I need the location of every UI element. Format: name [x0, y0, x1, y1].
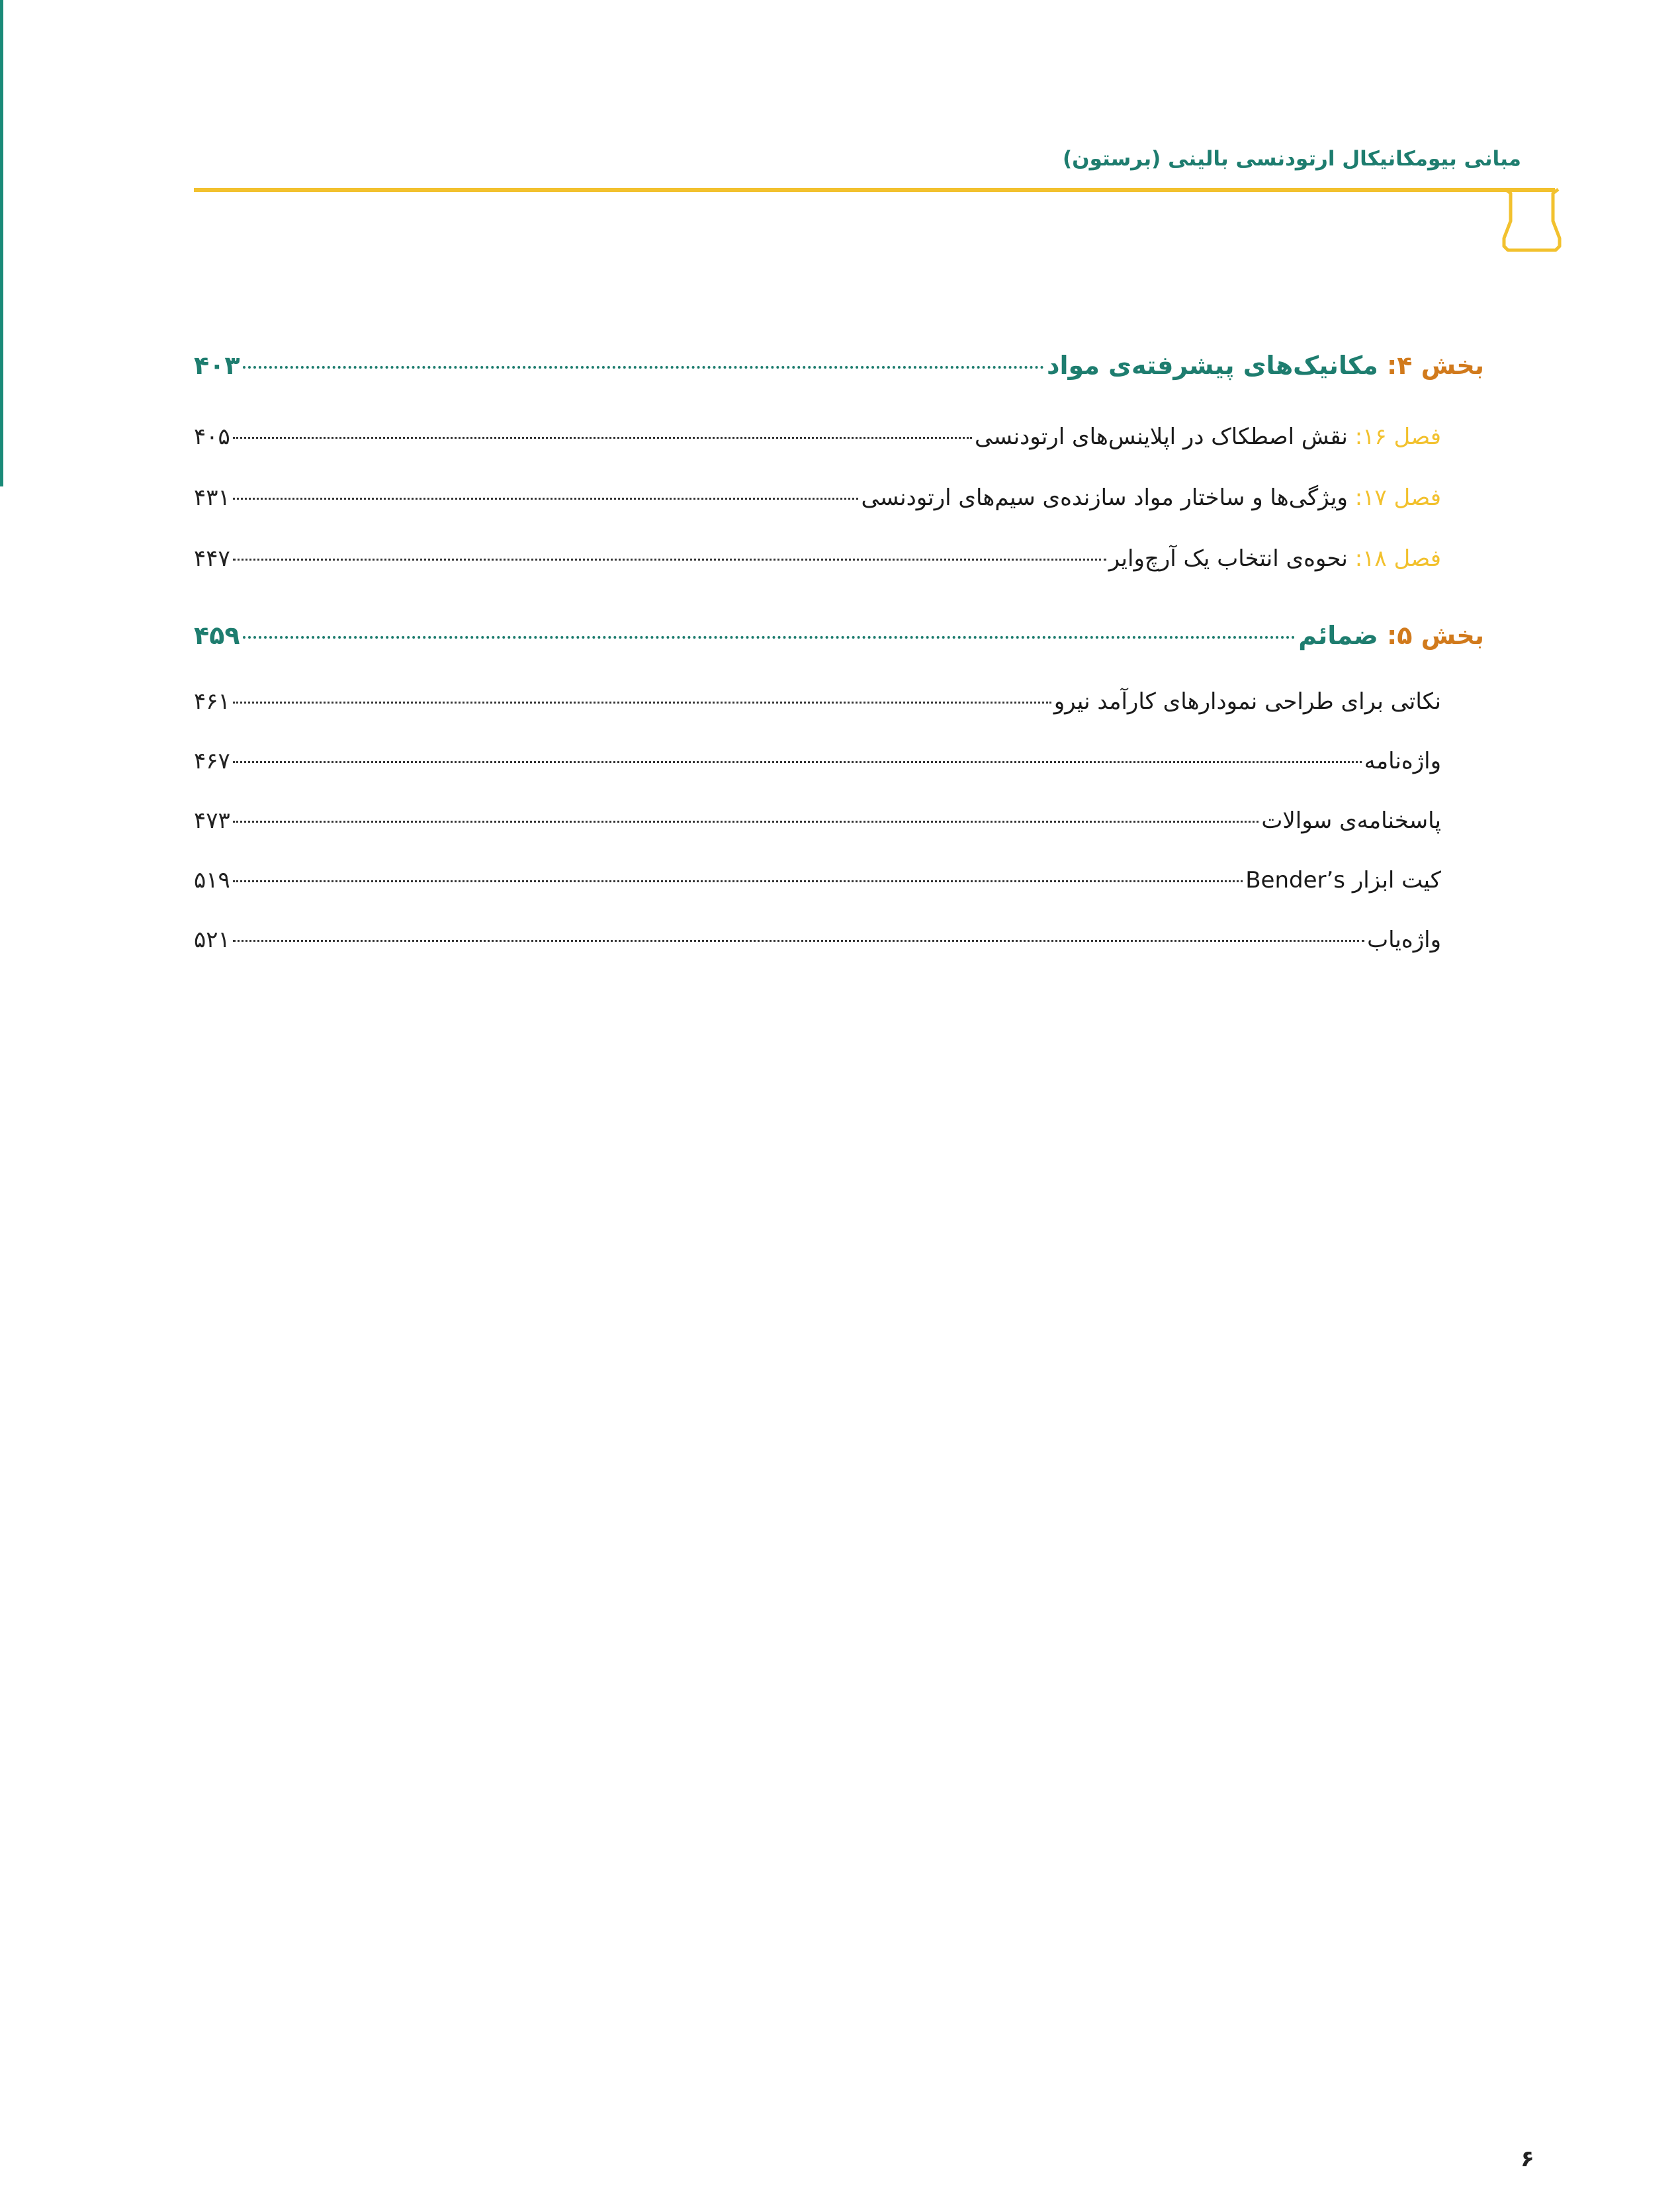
leader-dots [243, 366, 1044, 369]
toc-chapter-17[interactable] [194, 484, 1441, 511]
leader-dots [233, 437, 972, 439]
leader-dots [233, 880, 1243, 882]
part-5-page: ۴۵۹ [194, 621, 240, 650]
part-4-page: ۴۰۳ [194, 351, 240, 380]
leader-dots [233, 761, 1362, 763]
appendix-1-title: نکاتی برای طراحی نمودارهای کارآمد نیرو [1053, 688, 1441, 715]
appendix-3-page: ۴۷۳ [194, 807, 230, 834]
leader-dots [233, 702, 1051, 704]
header-rule [194, 188, 1555, 192]
page-number: ۶ [1521, 2146, 1534, 2172]
chapter-16-title: فصل ۱۶: نقش اصطکاک در اپلاینس‌های ارتودنسی [974, 424, 1441, 450]
leader-dots [233, 821, 1259, 823]
appendix-2-page: ۴۶۷ [194, 748, 230, 774]
appendix-4-page: ۵۱۹ [194, 867, 230, 894]
part-4-title: بخش ۴: مکانیک‌های پیشرفته‌ی مواد [1047, 351, 1484, 380]
toc-appendix-benders-kit[interactable] [194, 867, 1441, 894]
chapter-17-page: ۴۳۱ [194, 484, 230, 511]
appendix-2-title: واژه‌نامه [1364, 748, 1441, 774]
toc-appendix-answers[interactable] [194, 807, 1441, 834]
leader-dots [233, 940, 1364, 942]
part-5-title: بخش ۵: ضمائم [1298, 621, 1484, 650]
appendix-1-page: ۴۶۱ [194, 688, 230, 715]
leader-dots [233, 559, 1106, 561]
appendix-4-title: کیت ابزار Bender’s [1245, 867, 1441, 894]
chapter-18-page: ۴۴۷ [194, 545, 230, 572]
toc-chapter-18[interactable] [194, 545, 1441, 572]
toc-chapter-16[interactable] [194, 424, 1441, 450]
toc-appendix-index[interactable] [194, 927, 1441, 953]
appendix-5-title: واژه‌یاب [1367, 927, 1441, 953]
header-bracket-ornament [1497, 188, 1570, 258]
appendix-3-title: پاسخنامه‌ی سوالات [1261, 807, 1441, 834]
toc-appendix-glossary[interactable] [194, 748, 1441, 774]
chapter-16-page: ۴۰۵ [194, 424, 230, 450]
chapter-18-title: فصل ۱۸: نحوه‌ی انتخاب یک آرچ‌وایر [1108, 545, 1441, 572]
leader-dots [243, 636, 1296, 639]
appendix-5-page: ۵۲۱ [194, 927, 230, 953]
chapter-17-title: فصل ۱۷: ویژگی‌ها و ساختار مواد سازنده‌ی سیم‌های ارتودنسی [861, 484, 1441, 511]
toc-appendix-force-diagrams[interactable] [194, 688, 1441, 715]
running-header-title: مبانی بیومکانیکال ارتودنسی بالینی (برستون) [1062, 147, 1521, 171]
leader-dots [233, 498, 859, 500]
toc-part-5[interactable] [194, 621, 1484, 650]
left-margin-bar [0, 0, 3, 486]
toc-part-4[interactable] [194, 351, 1484, 380]
